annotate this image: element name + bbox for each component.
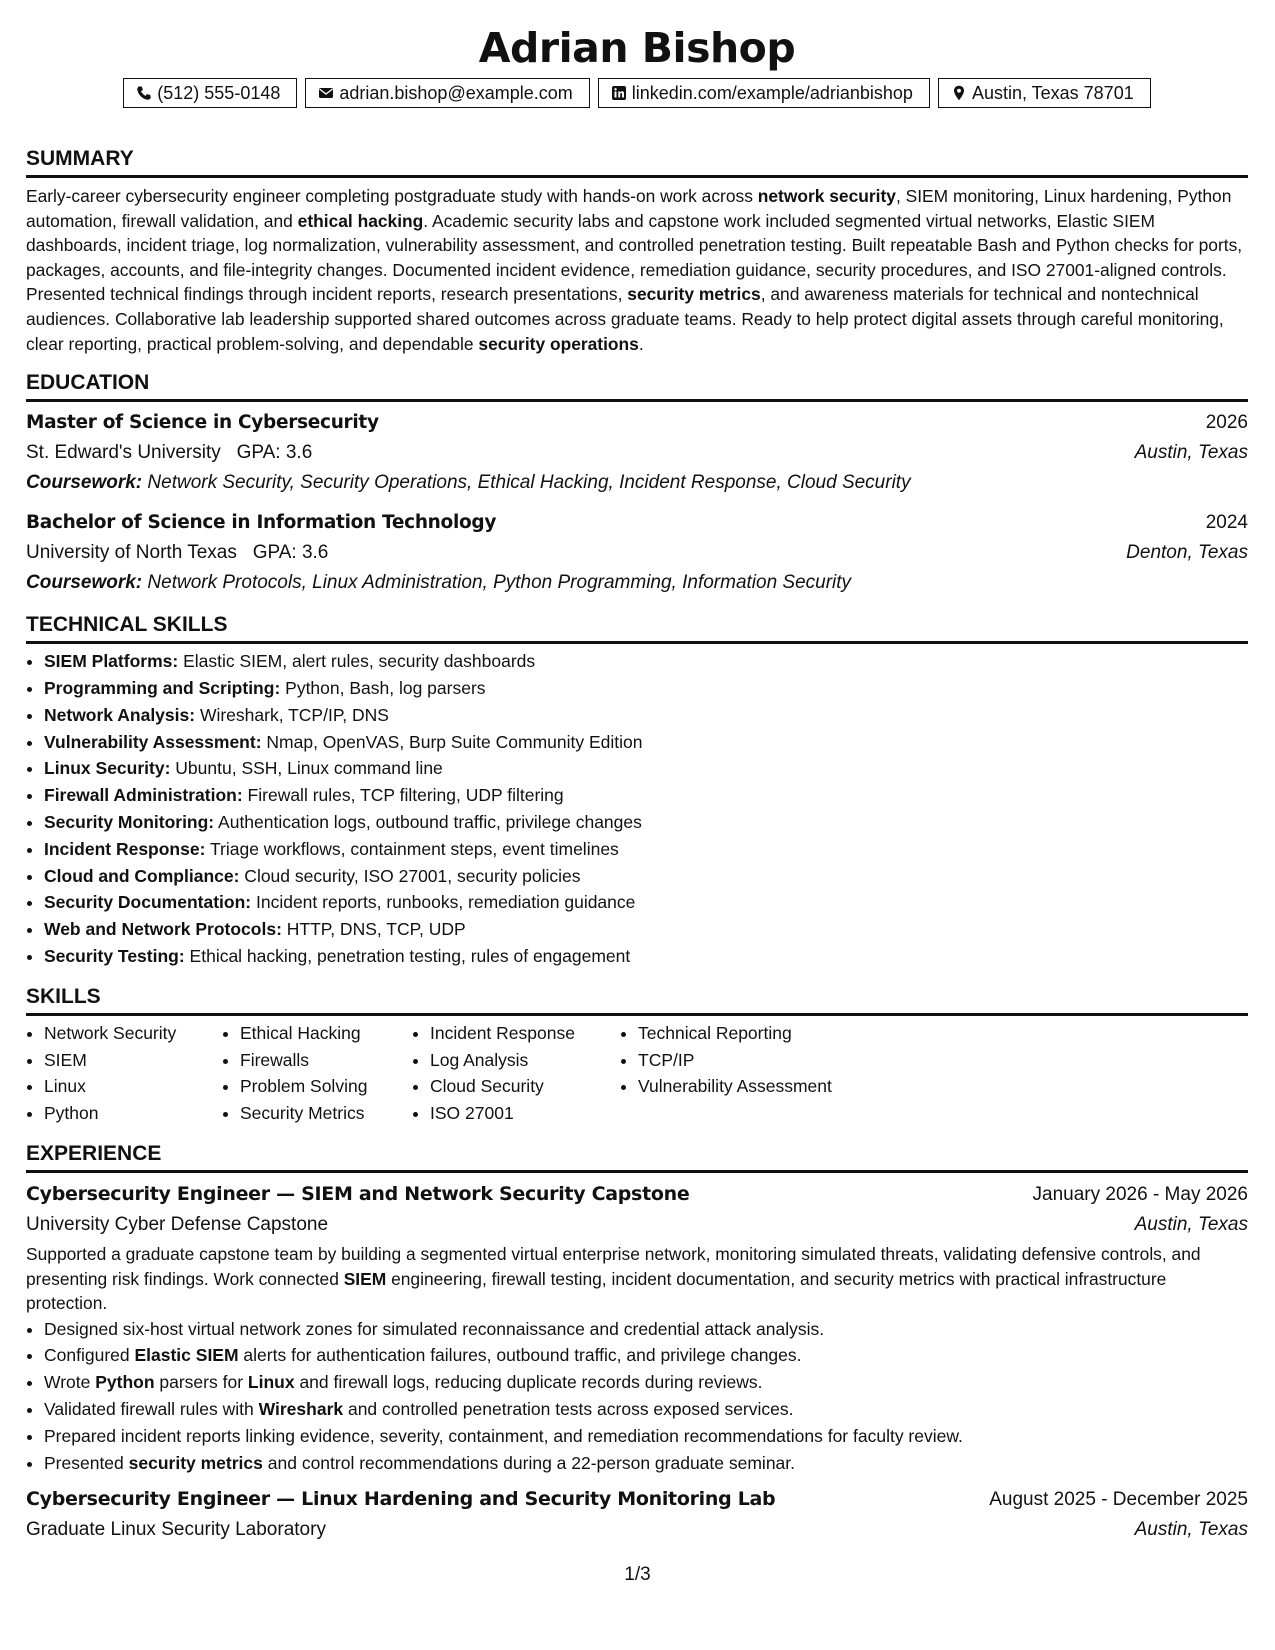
email-chip[interactable] [305,78,589,108]
map-marker-icon [951,85,967,101]
job-location: Austin, Texas [1134,1213,1248,1235]
linkedin-chip[interactable] [598,78,930,108]
degree-title: Bachelor of Science in Information Technology [26,512,497,534]
bullet-keyword: Linux [247,1372,295,1393]
school-location: Denton, Texas [1126,542,1248,564]
education-heading: EDUCATION [26,370,1248,402]
skill-category: Security Monitoring: [44,811,215,832]
skill-values: HTTP, DNS, TCP, UDP [281,919,466,940]
summary-part: , SIEM monitoring, Linux hardening, Python automation, firewall validation, and [26,186,1232,231]
summary-keyword: network security [757,186,896,206]
list-item: • Network Security [44,1020,222,1047]
job-title: Cybersecurity Engineer — SIEM and Network Security Capstone [26,1182,690,1205]
coursework [26,468,1248,498]
coursework-label: Coursework: [26,472,143,494]
job-organization: Graduate Linux Security Laboratory [26,1519,326,1541]
summary-text [26,184,1248,356]
list-item [44,729,1248,756]
envelope-icon [318,85,334,101]
list-item [44,809,1248,836]
skill-values: Nmap, OpenVAS, Burp Suite Community Edition [261,731,643,752]
list-item: • Linux [44,1073,222,1100]
experience-section [26,1141,1248,1546]
skill-category: Vulnerability Assessment: [44,731,262,752]
bullet-text: and control recommendations during a 22-person graduate seminar. [262,1452,796,1473]
skill-category: Firewall Administration: [44,785,243,806]
skill-values: Ubuntu, SSH, Linux command line [170,758,443,779]
experience-heading: EXPERIENCE [26,1141,1248,1173]
technical-skills-list [26,648,1248,970]
skill-values: Ethical hacking, penetration testing, rules of engagement [184,945,631,966]
job-organization: University Cyber Defense Capstone [26,1213,329,1235]
job-dates: August 2025 - December 2025 [989,1489,1248,1511]
skills-column [412,1020,620,1127]
resume-content [26,22,1248,1545]
list-item: • Python [44,1100,222,1127]
skill-values: Cloud security, ISO 27001, security policies [239,865,581,886]
list-item: • Technical Reporting [638,1020,898,1047]
job-dates: January 2026 - May 2026 [1032,1183,1248,1205]
school-name: St. Edward's University [26,442,221,464]
list-item [44,675,1248,702]
job-title: Cybersecurity Engineer — Linux Hardening and Security Monitoring Lab [26,1488,776,1511]
bullet-keyword: security metrics [128,1452,263,1473]
skills-grid [26,1020,1248,1127]
skill-category: Linux Security: [44,758,171,779]
contact-bar [26,78,1248,108]
list-item: • SIEM [44,1047,222,1074]
list-item: • Incident Response [430,1020,620,1047]
bullet-text: Wrote [44,1372,96,1393]
summary-keyword: ethical hacking [297,210,424,231]
bullet-text: Validated firewall rules with [44,1399,259,1420]
skill-values: Elastic SIEM, alert rules, security dashboards [178,651,536,672]
description-part: engineering, firewall testing, incident documentation, and security metrics with practical infrastructure protection. [26,1268,1167,1314]
phone-chip[interactable] [123,78,297,108]
list-item [44,702,1248,729]
description-keyword: SIEM [343,1268,387,1289]
education-entry [26,508,1248,598]
list-item [44,943,1248,970]
location-chip [938,78,1151,108]
technical-skills-section [26,612,1248,970]
list-item [44,1369,1248,1396]
skill-values: Incident reports, runbooks, remediation guidance [251,892,636,913]
school-name: University of North Texas [26,542,237,564]
bullet-keyword: Wireshark [258,1399,344,1420]
degree-title: Master of Science in Cybersecurity [26,412,379,434]
list-item [44,648,1248,675]
skills-column [620,1020,898,1127]
list-item [44,836,1248,863]
list-item [44,889,1248,916]
list-item [44,755,1248,782]
bullet-text: Configured [44,1345,135,1366]
list-item [44,1450,1248,1477]
summary-heading: SUMMARY [26,146,1248,178]
education-section [26,370,1248,598]
coursework-label: Coursework: [26,572,143,594]
list-item [44,782,1248,809]
skill-category: Cloud and Compliance: [44,865,240,886]
list-item [44,863,1248,890]
skill-values: Wireshark, TCP/IP, DNS [195,704,389,725]
school-location: Austin, Texas [1134,442,1248,464]
skills-column [26,1020,222,1127]
school-line [26,438,312,468]
job-entry [26,1484,1248,1545]
skills-section [26,984,1248,1127]
gpa: GPA: 3.6 [252,542,329,564]
phone-text: (512) 555-0148 [157,83,281,103]
list-item [44,1342,1248,1369]
list-item: • TCP/IP [638,1047,898,1074]
skills-column [222,1020,412,1127]
email-text: adrian.bishop@example.com [339,83,573,103]
bullet-keyword: Elastic SIEM [134,1345,239,1366]
bullet-text: alerts for authentication failures, outbound traffic, and privilege changes. [238,1345,802,1366]
bullet-text: parsers for [154,1372,248,1393]
skill-category: Incident Response: [44,838,206,859]
coursework [26,568,1248,598]
bullet-text: Designed six-host virtual network zones for simulated reconnaissance and credential attack analysis. [44,1318,825,1339]
bullet-text: and controlled penetration tests across exposed services. [343,1399,794,1420]
list-item: • Cloud Security [430,1073,620,1100]
list-item [44,1423,1248,1450]
summary-section [26,146,1248,356]
skill-values: Triage workflows, containment steps, event timelines [205,838,619,859]
bullet-keyword: Python [95,1372,155,1393]
skill-values: Authentication logs, outbound traffic, privilege changes [214,811,642,832]
job-entry [26,1179,1248,1477]
graduation-year: 2024 [1205,512,1248,534]
skills-heading: SKILLS [26,984,1248,1016]
list-item [44,1396,1248,1423]
skill-values: Python, Bash, log parsers [280,677,486,698]
school-line [26,538,328,568]
location-text: Austin, Texas 78701 [971,83,1134,103]
list-item: • Security Metrics [240,1100,412,1127]
list-item: • Ethical Hacking [240,1020,412,1047]
job-location: Austin, Texas [1134,1519,1248,1541]
page-number: 1/3 [624,1564,651,1585]
coursework-list: Network Security, Security Operations, Ethical Hacking, Incident Response, Cloud Security [142,472,911,494]
list-item [44,1316,1248,1343]
summary-keyword: security operations [478,333,639,354]
skill-category: Network Analysis: [44,704,196,725]
job-bullets [26,1316,1248,1477]
skill-category: SIEM Platforms: [44,651,179,672]
list-item: • Log Analysis [430,1047,620,1074]
skill-category: Web and Network Protocols: [44,919,282,940]
coursework-list: Network Protocols, Linux Administration, Python Programming, Information Security [142,572,852,594]
summary-part: , and awareness materials for technical and nontechnical audiences. Collaborative lab leadership supported shared outcomes across graduate teams. Ready to help protect digital assets through careful monitoring, clear reporting, practical problem-solving, and dependable [26,284,1224,354]
bullet-text: Prepared incident reports linking evidence, severity, containment, and remediation recommendations for faculty review. [44,1425,963,1446]
graduation-year: 2026 [1205,412,1248,434]
list-item: • Problem Solving [240,1073,412,1100]
description-part: Supported a graduate capstone team by building a segmented virtual enterprise network, monitoring simulated threats, validating defensive controls, and presenting risk findings. Work connected [26,1243,1201,1289]
list-item: • Firewalls [240,1047,412,1074]
skill-category: Programming and Scripting: [44,677,281,698]
skill-category: Security Documentation: [44,892,252,913]
summary-part: Early-career cybersecurity engineer completing postgraduate study with hands-on work across [26,186,758,206]
list-item: • Vulnerability Assessment [638,1073,898,1100]
linkedin-text: linkedin.com/example/adrianbishop [631,83,913,103]
job-description [26,1242,1248,1316]
skill-values: Firewall rules, TCP filtering, UDP filtering [242,785,564,806]
candidate-name: Adrian Bishop [478,24,796,72]
summary-keyword: security metrics [627,284,761,305]
bullet-text: Presented [44,1452,129,1473]
bullet-text: and firewall logs, reducing duplicate records during reviews. [294,1372,763,1393]
list-item [44,916,1248,943]
education-entry [26,408,1248,498]
list-item: • ISO 27001 [430,1100,620,1127]
summary-part: . Academic security labs and capstone work included segmented virtual networks, Elastic SIEM dashboards, incident triage, log normalization, vulnerability assessment, and controlled penetration testing. Built repeatable Bash and Python checks for ports, packages, accounts, and file-integrity changes. Documented incident evidence, remediation guidance, security procedures, and ISO 27001-aligned controls. Presented technical findings through incident reports, research presentations, [26,210,1243,305]
phone-icon [136,85,152,101]
skill-category: Security Testing: [44,945,185,966]
gpa: GPA: 3.6 [236,442,313,464]
linkedin-icon [611,85,627,101]
technical-skills-heading: TECHNICAL SKILLS [26,612,1248,644]
summary-part: . [638,333,644,354]
